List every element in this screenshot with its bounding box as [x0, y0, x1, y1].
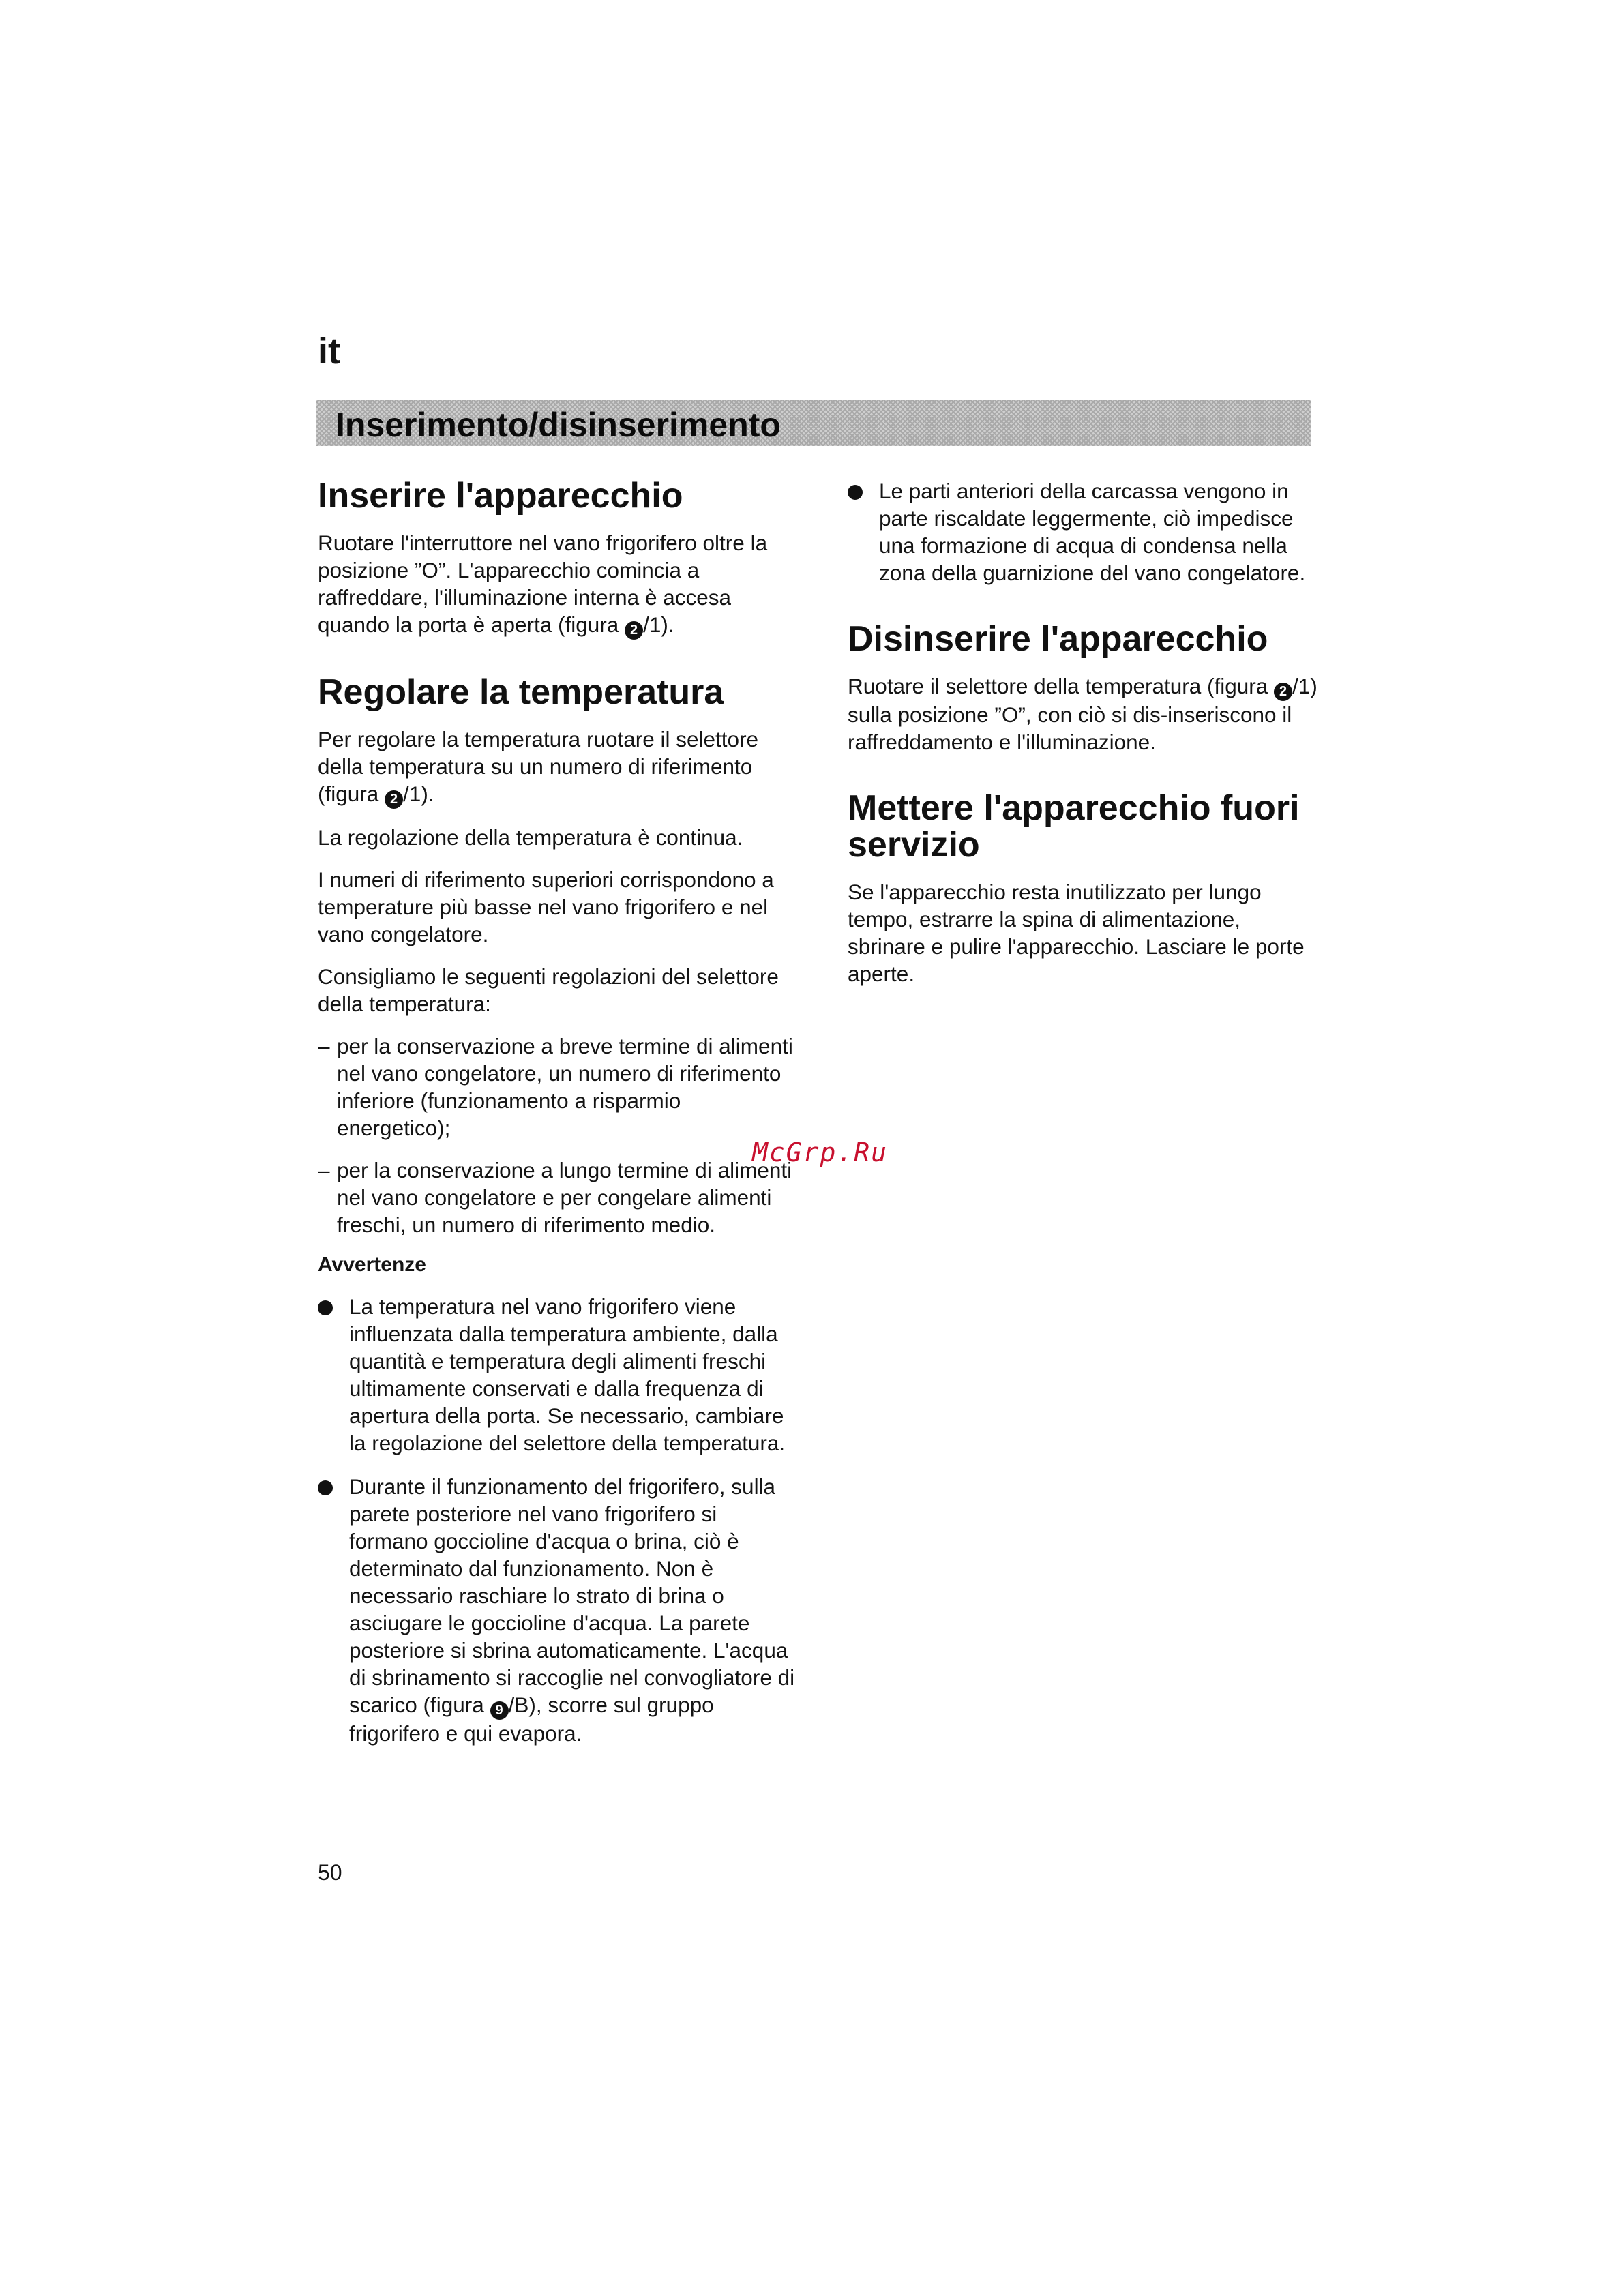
heading-regolare: Regolare la temperatura	[318, 672, 724, 713]
heading-fuori-servizio: Mettere l'apparecchio fuori servizio	[848, 788, 1300, 865]
figure-number-icon: 2	[385, 790, 403, 809]
bullet-dot-icon	[318, 1480, 333, 1495]
figure-number-icon: 9	[490, 1701, 509, 1720]
page-number: 50	[318, 1860, 342, 1885]
paragraph-fuori-servizio: Se l'apparecchio resta inutilizzato per lungo tempo, estrarre la spina di alimentazione, sbrinare e pulire l'apparecchio. Lasciare le porte aperte.	[848, 880, 1305, 987]
paragraph-regolare-2: La regolazione della temperatura è continua.	[318, 825, 743, 850]
paragraph-regolare-1: Per regolare la temperatura ruotare il selettore della temperatura su un numero di riferimento (figura 2 /1).	[318, 726, 795, 809]
paragraph-disinserire: Ruotare il selettore della temperatura (figura 2 /1) sulla posizione ”O”, con ciò si dis-inseriscono il raffreddamento e l'illuminazione.	[848, 674, 1317, 755]
watermark: McGrp.Ru	[752, 1137, 889, 1167]
language-code: it	[318, 331, 340, 372]
list-item: Durante il funzionamento del frigorifero, sulla parete posteriore nel vano frigorifero si formano goccioline d'acqua o brina, ciò è determinato dal funzionamento. Non è necessario raschiare lo strato di brina o asciugare le goccioline d'acqua. La parete posteriore si sbrina automaticamente. L'acqua di sbrinamento si raccoglie nel convogliatore di scarico (figura 9 /B), scorre sul gruppo frigorifero e qui evapora.	[318, 1473, 795, 1747]
list-item: – per la conservazione a lungo termine di alimenti nel vano congelatore e per congelare alimenti freschi, un numero di riferimento medio.	[318, 1158, 792, 1238]
paragraph-inserire: Ruotare l'interruttore nel vano frigorifero oltre la posizione ”O”. L'apparecchio comincia a raffreddare, l'illuminazione interna è accesa quando la porta è aperta (figura 2 /1).	[318, 529, 795, 640]
dash-list	[318, 1032, 795, 1238]
avvertenze-list	[318, 1293, 795, 1747]
figure-number-icon: 2	[625, 621, 643, 640]
left-column	[318, 477, 795, 1763]
right-bullet-list	[848, 477, 1318, 586]
bullet-dot-icon	[318, 1300, 333, 1315]
section-banner	[316, 400, 1311, 446]
paragraph-regolare-4: Consigliamo le seguenti regolazioni del selettore della temperatura:	[318, 964, 779, 1017]
avvertenze-heading: Avvertenze	[318, 1253, 426, 1277]
heading-inserire: Inserire l'apparecchio	[318, 476, 683, 516]
banner-title: Inserimento/disinserimento	[336, 406, 781, 444]
dash-marker: –	[318, 1034, 330, 1059]
list-item: – per la conservazione a breve termine di alimenti nel vano congelatore, un numero di riferimento inferiore (funzionamento a risparmio energetico);	[318, 1034, 793, 1141]
bullet-dot-icon	[848, 485, 863, 500]
dash-marker: –	[318, 1158, 330, 1183]
paragraph-regolare-3: I numeri di riferimento superiori corrispondono a temperature più basse nel vano frigorifero e nel vano congelatore.	[318, 867, 774, 947]
heading-disinserire: Disinserire l'apparecchio	[848, 619, 1268, 659]
list-item: La temperatura nel vano frigorifero viene influenzata dalla temperatura ambiente, dalla quantità e temperatura degli alimenti freschi ultimamente conservati e dalla frequenza di apertura della porta. Se necessario, cambiare la regolazione del selettore della temperatura.	[318, 1293, 795, 1457]
figure-number-icon: 2	[1274, 683, 1292, 701]
right-column	[848, 477, 1318, 1002]
list-item: Le parti anteriori della carcassa vengono in parte riscaldate leggermente, ciò impedisce una formazione di acqua di condensa nella zona della guarnizione del vano congelatore.	[848, 477, 1318, 586]
